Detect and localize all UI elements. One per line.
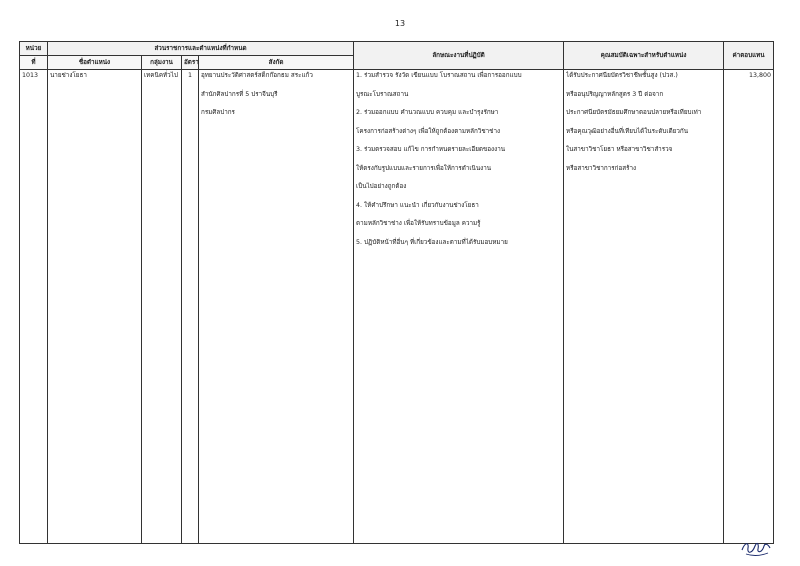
- duty-line: ให้ตรงกับรูปแบบและรายการเพื่อให้การดำเนินงาน: [356, 164, 492, 172]
- duty-line: 4. ให้คำปรึกษา แนะนำ เกี่ยวกับงานช่างโยธา: [356, 201, 479, 209]
- duty-line: 3. ร่วมตรวจสอบ แก้ไข การกำหนดรายละเอียดของงาน: [356, 146, 506, 153]
- header-affiliation: สังกัด: [199, 56, 354, 70]
- qualification-line: ในสาขาวิชาโยธา หรือสาขาวิชาสำรวจ: [566, 146, 673, 153]
- header-salary: ค่าตอบแทน: [724, 42, 774, 70]
- handwritten-signature: [740, 536, 772, 558]
- position-table: [19, 41, 774, 544]
- header-group-title: ส่วนราชการและตำแหน่งที่กำหนด: [48, 42, 354, 56]
- duty-line: เป็นไปอย่างถูกต้อง: [356, 183, 407, 190]
- qualification-line: ประกาศนียบัตรมัธยมศึกษาตอนปลายหรือเทียบเท่า: [566, 109, 702, 116]
- header-position-name: ชื่อตำแหน่ง: [48, 56, 142, 70]
- position-table-container: [19, 41, 773, 544]
- qualification-line: ได้รับประกาศนียบัตรวิชาชีพชั้นสูง (ปวส.): [566, 72, 678, 79]
- qualification-line: หรืออนุปริญญาหลักสูตร 3 ปี ต่อจาก: [566, 90, 664, 98]
- duty-line: โครงการก่อสร้างต่างๆ เพื่อให้ถูกต้องตามหลักวิชาช่าง: [356, 127, 501, 135]
- duty-line: 5. ปฏิบัติหน้าที่อื่นๆ ที่เกี่ยวข้องและตามที่ได้รับมอบหมาย: [356, 238, 508, 246]
- cell-affiliation: [199, 70, 354, 544]
- header-work-group: กลุ่มงาน: [142, 56, 182, 70]
- header-rate: อัตรา: [182, 56, 199, 70]
- header-unit-no-sub: ที่: [20, 56, 48, 70]
- cell-position-name: นายช่างโยธา: [48, 70, 142, 544]
- page-number: 13: [394, 19, 406, 28]
- cell-unit-no: 1013: [20, 70, 48, 544]
- affiliation-line: อุทยานประวัติศาสตร์สด็กก๊อกธม สระแก้ว: [201, 72, 313, 79]
- header-unit-no: หน่วย: [20, 42, 48, 56]
- header-row-top: [20, 42, 774, 56]
- cell-duties: [354, 70, 564, 544]
- cell-qualifications: [564, 70, 724, 544]
- qualification-line: หรือสาขาวิชาการก่อสร้าง: [566, 164, 637, 172]
- qualification-line: หรือคุณวุฒิอย่างอื่นที่เทียบได้ในระดับเดียวกัน: [566, 127, 689, 135]
- affiliation-line: สำนักศิลปากรที่ 5 ปราจีนบุรี: [201, 90, 278, 98]
- duty-line: ตามหลักวิชาช่าง เพื่อให้รับทราบข้อมูล ความรู้: [356, 220, 481, 227]
- cell-salary: 13,800: [724, 70, 774, 544]
- header-duties: ลักษณะงานที่ปฏิบัติ: [354, 42, 564, 70]
- duty-line: บูรณะโบราณสถาน: [356, 90, 409, 98]
- cell-rate: 1: [182, 70, 199, 544]
- header-qualifications: คุณสมบัติเฉพาะสำหรับตำแหน่ง: [564, 42, 724, 70]
- table-row: [20, 70, 774, 544]
- duty-line: 2. ร่วมออกแบบ คำนวณแบบ ควบคุม และบำรุงรักษา: [356, 109, 499, 116]
- affiliation-line: กรมศิลปากร: [201, 109, 235, 116]
- cell-work-group: เทคนิคทั่วไป: [142, 70, 182, 544]
- duty-line: 1. ร่วมสำรวจ รังวัด เขียนแบบ โบราณสถาน เพื่อการออกแบบ: [356, 72, 522, 79]
